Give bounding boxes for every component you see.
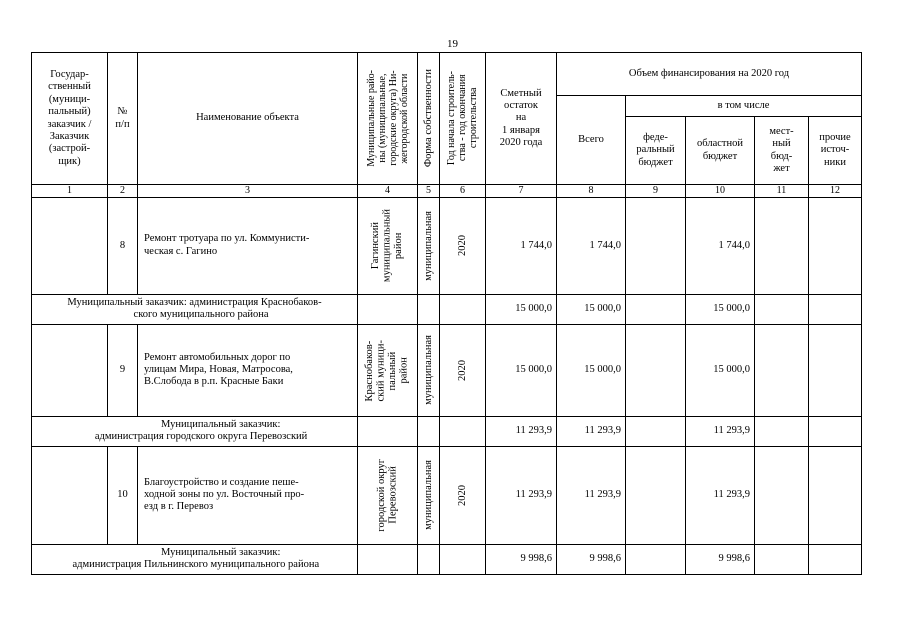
regional-value: 11 293,9	[686, 446, 755, 544]
header-total: Всего	[557, 96, 626, 185]
header-other: прочие источ- ники	[809, 117, 862, 185]
header-object-name: Наименование объекта	[138, 53, 358, 185]
header-districts: Муниципальные райо- ны (муниципальные, городские округа) Ни- жегородской области	[358, 53, 418, 185]
header-financing: Объем финансирования на 2020 год	[557, 53, 862, 96]
total-value: 15 000,0	[557, 294, 626, 324]
regional-value: 1 744,0	[686, 197, 755, 294]
regional-value: 11 293,9	[686, 416, 755, 446]
header-local: мест- ный бюд- жет	[755, 117, 809, 185]
agency-row	[32, 294, 862, 324]
other-value	[809, 197, 862, 294]
object-year: 2020	[440, 446, 486, 544]
financing-table	[31, 52, 862, 575]
total-value: 11 293,9	[557, 446, 626, 544]
object-district: Краснобаков- ский муници- пальный район	[358, 324, 418, 416]
table-row	[32, 197, 862, 294]
column-number: 2	[108, 185, 138, 198]
agency-label: Муниципальный заказчик: администрация Краснобаков- ского муниципального района	[32, 294, 358, 324]
header-number: № п/п	[108, 53, 138, 185]
column-number: 7	[486, 185, 557, 198]
row-number: 10	[108, 446, 138, 544]
table-row	[32, 324, 862, 416]
object-name: Ремонт тротуара по ул. Коммунисти- ческая с. Гагино	[138, 197, 358, 294]
row-number: 9	[108, 324, 138, 416]
local-value	[755, 197, 809, 294]
balance-value: 11 293,9	[486, 416, 557, 446]
column-number: 10	[686, 185, 755, 198]
header-regional: областной бюджет	[686, 117, 755, 185]
local-value	[755, 446, 809, 544]
object-year: 2020	[440, 197, 486, 294]
column-number: 11	[755, 185, 809, 198]
column-numbers-row	[32, 185, 862, 198]
regional-value: 15 000,0	[686, 294, 755, 324]
agency-row	[32, 416, 862, 446]
total-value: 1 744,0	[557, 197, 626, 294]
header-years: Год начала строитель- ства - год окончания строительства	[440, 53, 486, 185]
federal-value	[626, 197, 686, 294]
object-district: городской округ Перевозский	[358, 446, 418, 544]
total-value: 9 998,6	[557, 544, 626, 574]
balance-value: 9 998,6	[486, 544, 557, 574]
page-number: 19	[447, 38, 458, 50]
object-district: Гагинский муниципальный район	[358, 197, 418, 294]
agency-row	[32, 544, 862, 574]
object-ownership: муниципальная	[418, 446, 440, 544]
total-value: 11 293,9	[557, 416, 626, 446]
federal-value	[626, 324, 686, 416]
object-ownership: муниципальная	[418, 324, 440, 416]
column-number: 5	[418, 185, 440, 198]
column-number: 1	[32, 185, 108, 198]
balance-value: 15 000,0	[486, 294, 557, 324]
regional-value: 9 998,6	[686, 544, 755, 574]
balance-value: 15 000,0	[486, 324, 557, 416]
table-row	[32, 446, 862, 544]
row-number: 8	[108, 197, 138, 294]
header-federal: феде- ральный бюджет	[626, 117, 686, 185]
other-value	[809, 446, 862, 544]
balance-value: 1 744,0	[486, 197, 557, 294]
column-number: 8	[557, 185, 626, 198]
column-number: 9	[626, 185, 686, 198]
object-name: Ремонт автомобильных дорог по улицам Мира, Новая, Матросова, В.Слобода в р.п. Красные Баки	[138, 324, 358, 416]
object-year: 2020	[440, 324, 486, 416]
balance-value: 11 293,9	[486, 446, 557, 544]
header-ownership: Форма собственности	[418, 53, 440, 185]
other-value	[809, 324, 862, 416]
object-name: Благоустройство и создание пеше- ходной зоны по ул. Восточный про- езд в г. Перевоз	[138, 446, 358, 544]
column-number: 12	[809, 185, 862, 198]
header-balance: Сметный остаток на 1 января 2020 года	[486, 53, 557, 185]
header-including: в том числе	[626, 96, 862, 117]
object-ownership: муниципальная	[418, 197, 440, 294]
regional-value: 15 000,0	[686, 324, 755, 416]
local-value	[755, 324, 809, 416]
column-number: 4	[358, 185, 418, 198]
column-number: 3	[138, 185, 358, 198]
total-value: 15 000,0	[557, 324, 626, 416]
agency-label: Муниципальный заказчик: администрация городского округа Перевозский	[32, 416, 358, 446]
column-number: 6	[440, 185, 486, 198]
header-customer: Государ- ственный (муници- пальный) заказчик / Заказчик (застрой- щик)	[32, 53, 108, 185]
agency-label: Муниципальный заказчик: администрация Пильнинского муниципального района	[32, 544, 358, 574]
federal-value	[626, 446, 686, 544]
